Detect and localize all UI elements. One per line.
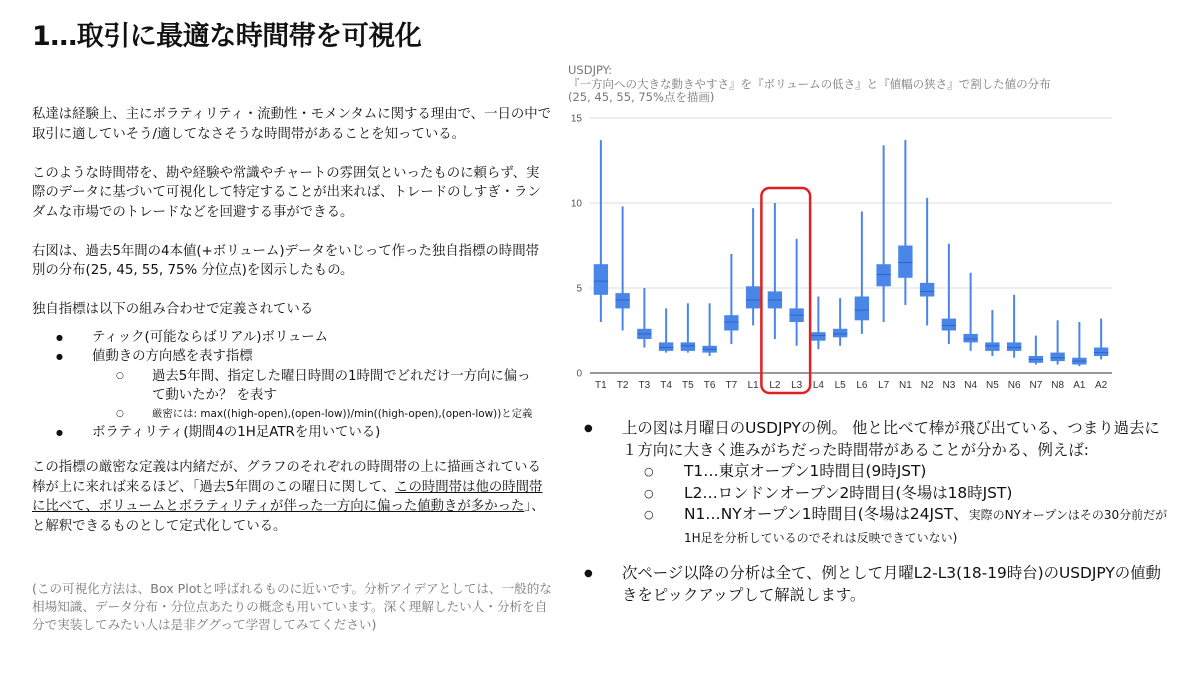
- x-tick-label: L3: [791, 380, 803, 391]
- footnote: (この可視化方法は、Box Plotと呼ばれるものに近いです。分析アイデアとしては、一般的な相場知識、データ分布・分位点あたりの概念も用いています。深く理解したい人・分析を自分で実装してみたい人は是非ググって学習してみてください): [32, 581, 552, 632]
- x-tick-label: T6: [703, 380, 716, 391]
- sub-bullet-icon: ○: [644, 486, 654, 500]
- x-tick-label: A2: [1095, 380, 1108, 391]
- bullet-icon: ●: [56, 352, 63, 361]
- list-item: [580, 418, 1170, 461]
- right-column: [580, 418, 1170, 606]
- box: [1094, 348, 1108, 357]
- box: [615, 293, 629, 308]
- sub-list-item-text: N1…NYオープン1時間目(冬場は24JST、: [684, 505, 969, 523]
- x-tick-label: N2: [920, 380, 934, 391]
- sub-list-item-text: L2…ロンドンオープン2時間目(冬場は18時JST): [684, 483, 1013, 502]
- sub-bullet-icon: ○: [116, 370, 124, 381]
- box: [876, 264, 890, 286]
- list-item-text: 上の図は月曜日のUSDJPYの例。 他と比べて棒が飛び出ている、つまり過去に１方向に大きく進みがちだった時間帯があることが分かる、例えば:: [622, 419, 1160, 459]
- box: [855, 297, 869, 321]
- x-tick-label: N7: [1029, 380, 1043, 391]
- x-tick-label: T7: [725, 380, 738, 391]
- list-item: [32, 347, 552, 367]
- list-item: [580, 563, 1170, 606]
- box: [833, 329, 847, 338]
- box: [659, 342, 673, 351]
- sub-list-item: [580, 504, 1170, 549]
- y-tick-label: 0: [576, 368, 582, 380]
- sub-list-item-text: 過去5年間、指定した曜日時間の1時間でどれだけ一方向に偏って動いたか？ を表す: [152, 368, 531, 403]
- bullet-icon: ●: [584, 568, 593, 579]
- box: [1050, 353, 1064, 362]
- box: [985, 342, 999, 351]
- x-tick-label: T5: [682, 380, 694, 391]
- sub-list-item-note: 実際のNYオープンはその30分前だが1H足を分析しているのでそれは反映できていない): [684, 508, 1168, 545]
- chart-caption: (25, 45, 55, 75%点を描画): [568, 90, 715, 104]
- sub-bullet-icon: ○: [644, 465, 654, 478]
- x-tick-label: T1: [595, 380, 607, 391]
- x-tick-label: T2: [616, 380, 629, 391]
- box: [920, 283, 934, 297]
- x-tick-label: T4: [660, 380, 672, 391]
- x-tick-label: L4: [812, 380, 824, 391]
- bullet-icon: ●: [584, 423, 593, 434]
- page-title: 1…取引に最適な時間帯を可視化: [32, 21, 422, 52]
- x-tick-label: N3: [942, 380, 956, 391]
- bullet-icon: ●: [56, 427, 63, 437]
- sub-list-item-text: T1…東京オープン1時間目(9時JST): [684, 462, 927, 480]
- x-tick-label: T3: [638, 380, 651, 391]
- sub-bullet-icon: ○: [644, 508, 654, 521]
- x-tick-label: N1: [898, 380, 912, 391]
- box-plot-chart: [560, 108, 1120, 398]
- box: [898, 246, 912, 278]
- box: [942, 319, 956, 331]
- list-item: [32, 328, 552, 348]
- x-tick-label: A1: [1073, 380, 1086, 391]
- box: [724, 315, 738, 330]
- x-tick-label: L7: [878, 380, 890, 391]
- x-tick-label: L5: [834, 380, 846, 391]
- chart-subtitle: 『一方向への大きな動きやすさ』を『ボリュームの低さ』と『値幅の狭さ』で割した値の分布: [568, 76, 1051, 91]
- list-item-text: ボラティリティ(期間4の1H足ATRを用いている): [92, 424, 381, 440]
- sub-list-item: [32, 367, 552, 406]
- box: [963, 334, 977, 343]
- sub-list-item: [580, 483, 1170, 505]
- bullet-icon: ●: [56, 332, 63, 342]
- indicator-heading: 独自指標は以下の組み合わせで定義されている: [32, 302, 314, 317]
- list-item: [32, 423, 552, 443]
- sub-list-item: [580, 461, 1170, 483]
- x-tick-label: N4: [964, 380, 978, 391]
- box: [594, 264, 608, 295]
- figure-description: 右図は、過去5年間の4本値(+ボリューム)データをいじって作った独自指標の時間帯別の分布(25, 45, 55, 75% 分位点)を図示したもの。: [32, 243, 539, 278]
- intro-paragraph: 私達は経験上、主にボラティリティ・流動性・モメンタムに関する理由で、一日の中で取引に適していそう/適してなさそうな時間帯があることを知っている。: [32, 107, 552, 142]
- sub-list-item-text: 厳密には: max((high-open),(open-low))/min((high-open),(open-low))と定義: [152, 407, 533, 420]
- y-tick-label: 10: [570, 198, 582, 210]
- x-tick-label: L1: [747, 380, 759, 391]
- x-tick-label: N5: [985, 380, 999, 391]
- y-tick-label: 5: [576, 283, 582, 295]
- definition-paragraph: この指標の厳密な定義は内緒だが、グラフのそれぞれの時間帯の上に描画されている棒が上に来れば来るほど、「過去5年間のこの曜日に関して、この時間帯は他の時間帯に比べて、ボリュームとボラティリティが伴った一方向に偏った値動きが多かった」、と解釈できるものとして定式化している。: [32, 460, 545, 534]
- underlined-text: この時間帯は他の時間帯に比べて、ボリュームとボラティリティが伴った一方向に偏った値動きが多かった: [32, 479, 543, 514]
- chart-header: [568, 64, 1051, 105]
- box: [811, 332, 825, 341]
- x-tick-label: N8: [1051, 380, 1065, 391]
- x-tick-label: L6: [856, 380, 868, 391]
- sub-bullet-icon: ○: [116, 408, 124, 419]
- box: [1007, 342, 1021, 351]
- y-tick-label: 15: [570, 113, 582, 125]
- x-tick-label: L2: [769, 380, 781, 391]
- motivation-paragraph: このような時間帯を、勘や経験や常識やチャートの雰囲気といったものに頼らず、実際のデータに基づいて可視化して特定することが出来れば、トレードのしすぎ・ランダムな市場でのトレードなどを回避する事ができる。: [32, 165, 541, 220]
- highlight-frame: [761, 188, 810, 393]
- list-item-text: 次ページ以降の分析は全て、例として月曜L2-L3(18-19時台)のUSDJPYの値動きをピックアップして解説します。: [622, 564, 1161, 604]
- box: [681, 342, 695, 351]
- sub-list-item: [32, 406, 552, 423]
- chart-title: USDJPY:: [568, 63, 613, 77]
- list-item-text: 値動きの方向感を表す指標: [92, 349, 253, 364]
- x-tick-label: N6: [1007, 380, 1021, 391]
- box: [746, 286, 760, 308]
- list-item-text: ティック(可能ならばリアル)ボリューム: [92, 329, 329, 345]
- left-column: [32, 105, 552, 536]
